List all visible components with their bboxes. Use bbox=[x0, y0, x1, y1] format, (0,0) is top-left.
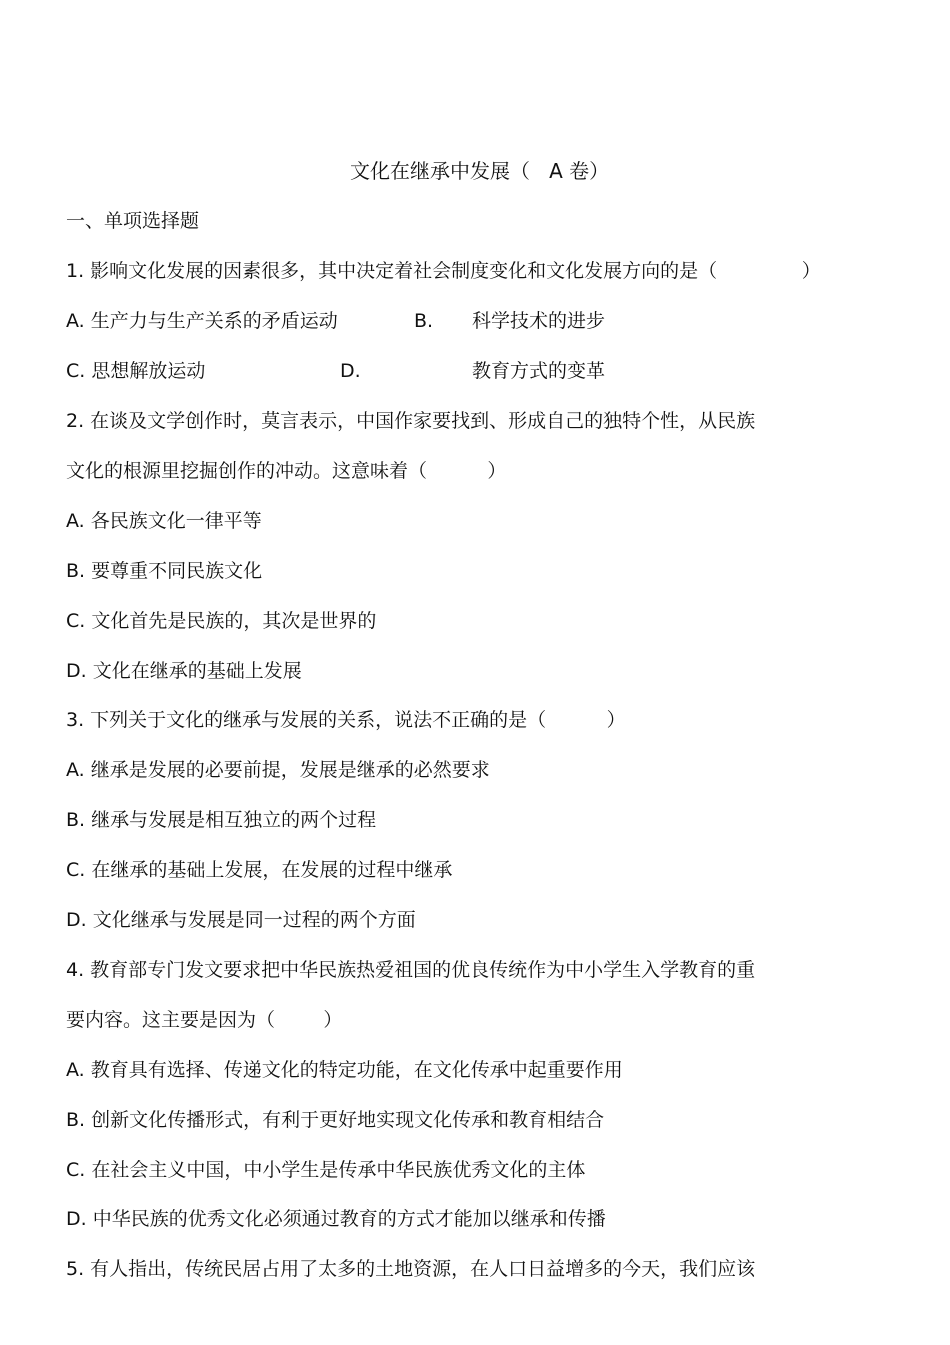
question-3-stem: 3. 下列关于文化的继承与发展的关系，说法不正确的是（ ） bbox=[66, 709, 626, 731]
question-4-stem-line-2: 要内容。这主要是因为（ ） bbox=[66, 1009, 343, 1031]
question-1-option-d-letter: D. bbox=[340, 360, 361, 382]
question-3-option-d: D. 文化继承与发展是同一过程的两个方面 bbox=[66, 909, 416, 931]
question-4-option-c: C. 在社会主义中国，中小学生是传承中华民族优秀文化的主体 bbox=[66, 1159, 586, 1181]
question-2-option-c: C. 文化首先是民族的，其次是世界的 bbox=[66, 610, 377, 632]
question-1-option-d: 教育方式的变革 bbox=[472, 360, 606, 382]
section-heading: 一、单项选择题 bbox=[66, 210, 200, 232]
question-5-stem-line-1: 5. 有人指出，传统民居占用了太多的土地资源，在人口日益增多的今天，我们应该 bbox=[66, 1258, 756, 1280]
question-4-option-d: D. 中华民族的优秀文化必须通过教育的方式才能加以继承和传播 bbox=[66, 1208, 606, 1230]
question-3-option-b: B. 继承与发展是相互独立的两个过程 bbox=[66, 809, 377, 831]
question-2-stem-line-2: 文化的根源里挖掘创作的冲动。这意味着（ ） bbox=[66, 460, 507, 482]
question-2-option-a: A. 各民族文化一律平等 bbox=[66, 510, 262, 532]
question-2-option-b: B. 要尊重不同民族文化 bbox=[66, 560, 263, 582]
question-1-option-c: C. 思想解放运动 bbox=[66, 360, 206, 382]
question-1-option-a: A. 生产力与生产关系的矛盾运动 bbox=[66, 310, 338, 332]
question-4-option-b: B. 创新文化传播形式，有利于更好地实现文化传承和教育相结合 bbox=[66, 1109, 605, 1131]
question-3-option-c: C. 在继承的基础上发展，在发展的过程中继承 bbox=[66, 859, 453, 881]
question-4-stem-line-1: 4. 教育部专门发文要求把中华民族热爱祖国的优良传统作为中小学生入学教育的重 bbox=[66, 959, 756, 981]
question-4-option-a: A. 教育具有选择、传递文化的特定功能，在文化传承中起重要作用 bbox=[66, 1059, 623, 1081]
question-3-option-a: A. 继承是发展的必要前提，发展是继承的必然要求 bbox=[66, 759, 490, 781]
question-2-option-d: D. 文化在继承的基础上发展 bbox=[66, 660, 302, 682]
question-2-stem-line-1: 2. 在谈及文学创作时，莫言表示，中国作家要找到、形成自己的独特个性，从民族 bbox=[66, 410, 756, 432]
question-1-option-b: 科学技术的进步 bbox=[472, 310, 606, 332]
question-1-stem: 1. 影响文化发展的因素很多，其中决定着社会制度变化和文化发展方向的是（ ） bbox=[66, 260, 821, 282]
question-1-option-b-letter: B. bbox=[414, 310, 434, 332]
document-title: 文化在继承中发展（ A 卷） bbox=[350, 159, 610, 183]
